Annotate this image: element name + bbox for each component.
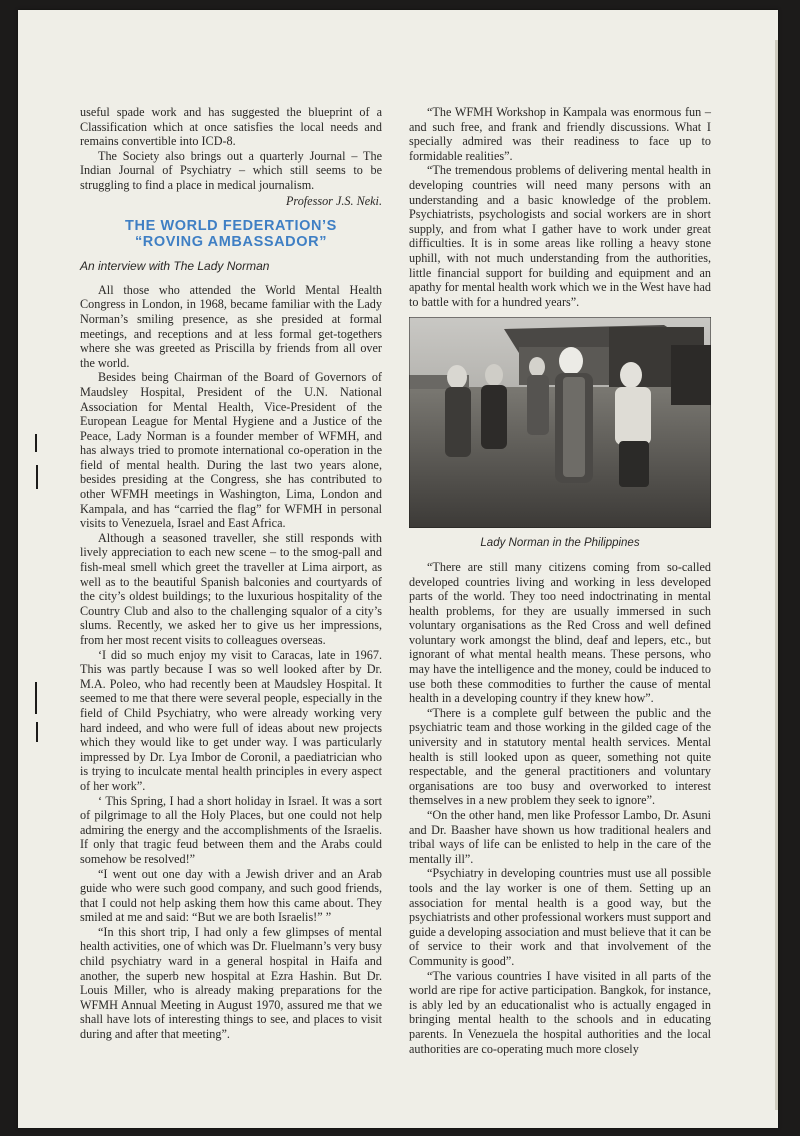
- article-title-line: “ROVING AMBASSADOR”: [134, 234, 328, 251]
- right-column: [409, 105, 711, 1056]
- left-column: [80, 105, 382, 1042]
- paragraph: “There is a complete gulf between the public and the psychiatric team and those working in the gilded cage of the university and in statutory mental health services. Mental health is still looked upon as queer, something not quite respectable, and the general practitioners and voluntary organisations are too busy and overworked to interest themselves in a new problem they seek to ignore”.: [409, 705, 711, 808]
- page-edge-shadow: [775, 40, 778, 1110]
- margin-mark: [36, 465, 38, 489]
- paragraph: “The tremendous problems of delivering mental health in developing countries will need many persons with an understanding and a basic knowledge of the problem. Psychiatrists, psychologists and social workers are in short supply, and from what I gather have to work under great difficulties. It is in some areas like rolling a heavy stone uphill, with not much understanding from the authorities, little financial support for building and equipment and an apathy for mental health work which we in the West have had to battle with for a hundred years”.: [409, 163, 711, 309]
- paragraph: The Society also brings out a quarterly Journal – The Indian Journal of Psychiatry – which still seems to be struggling to find a place in medical journalism.: [80, 148, 382, 192]
- article-title-line: THE WORLD FEDERATION’S: [125, 218, 337, 235]
- photograph: [409, 317, 711, 528]
- margin-mark: [36, 722, 38, 742]
- paragraph: Although a seasoned traveller, she still responds with lively appreciation to each new scene – to the smog-pall and fish-meal smell which greet the traveller at Lima airport, as well as to the beautiful Spanish balconies and courtyards of the city’s oldest buildings; to the luxurious hospitality of the Country Club and also to the challenging squalor of a city’s slums. Recently, we asked her to give us her impressions, from her most recent visits to colleagues overseas.: [80, 530, 382, 647]
- document-page: [18, 10, 778, 1128]
- paragraph: ‘ This Spring, I had a short holiday in Israel. It was a sort of pilgrimage to all the Holy Places, but one could not help admiring the energy and the accomplishments of the Israelis. If only that tragic feud between them and the Arabs could somehow be resolved!”: [80, 793, 382, 866]
- paragraph: “Psychiatry in developing countries must use all possible tools and the lay worker is one of them. Setting up an association for mental health is a good way, but the psychiatrists and other professional workers must support and guide a developing association and must believe that it can be of service to their work and that involvement of the Community is good”.: [409, 866, 711, 968]
- article-subtitle: An interview with The Lady Norman: [80, 259, 270, 274]
- photo-illustration: [409, 317, 711, 528]
- paragraph: useful spade work and has suggested the blueprint of a Classification which at once satisfies the local needs and remains convertible into ICD-8.: [80, 105, 382, 149]
- paragraph: “In this short trip, I had only a few glimpses of mental health activities, one of which was Dr. Fluelmann’s very busy child psychiatry ward in a general hospital in Haifa and another, the superb new hospital at Ezra Hashin. But Dr. Louis Miller, who is already making preparations for the WFMH Annual Meeting in August 1970, assured me that we shall have lots of interesting things to see, and places to visit during and after that meeting”.: [80, 924, 382, 1042]
- margin-mark: [35, 434, 37, 452]
- paragraph: Besides being Chairman of the Board of Governors of Maudsley Hospital, President of the U.N. National Association for Mental Health, Vice-President of the European League for Mental Hygiene and a Justice of the Peace, Lady Norman is a founder member of WFMH, and has always tried to promote international co-operation in the field of mental health. During the last two years alone, besides presiding at the Congress, she has contributed to other WFMH meetings in Washington, Lima, London and Kampala, and has “carried the flag” for WFMH in personal visits to Venezuela, Israel and East Africa.: [80, 370, 382, 531]
- author-signature: Professor J.S. Neki.: [285, 193, 382, 208]
- photo-caption: Lady Norman in the Philippines: [480, 537, 640, 550]
- paragraph: All those who attended the World Mental Health Congress in London, in 1968, became familiar with the Lady Norman’s smiling presence, as she presided at formal meetings, and receptions and at less formal get-togethers where she was greeted as Priscilla by friends from all over the world.: [80, 282, 382, 370]
- article-title: [80, 218, 382, 250]
- paragraph: “The WFMH Workshop in Kampala was enormous fun – and such free, and frank and friendly discussions. What I specially admired was their readiness to face up to formidable realities”.: [409, 105, 711, 163]
- paragraph: ‘I did so much enjoy my visit to Caracas, late in 1967. This was partly because I was so well looked after by Dr. M.A. Poleo, who had recently been at Maudsley Hospital. It seemed to me that there were several people, especially in the field of Child Psychiatry, who were already working very hard indeed, and who were full of ideas about new projects which they would like to get under way. I was particularly impressed by Dr. Lya Imbor de Coronil, a paediatrician who is trying to inculcate mental health principles in every aspect of her work”.: [80, 647, 382, 793]
- paragraph: “There are still many citizens coming from so-called developed countries living and working in less developed parts of the world. They too need indoctrinating in mental health problems, for they are usually immersed in such voluntary organisations as the Red Cross and well defined voluntary work amongst the blind, deaf and lepers, etc., but ignorant of what mental health means. These persons, who may have the intelligence and the money, could be induced to use both these commodities to further the cause of mental health in a developing country if they knew how”.: [409, 559, 711, 706]
- paragraph: “On the other hand, men like Professor Lambo, Dr. Asuni and Dr. Baasher have shown us how traditional healers and tribal ways of life can be enlisted to help in the care of the mentally ill”.: [409, 808, 711, 866]
- paragraph: “I went out one day with a Jewish driver and an Arab guide who were such good company, and such good friends, that I could not help asking them how this came about. They smiled at me and said: “But we are both Israelis!” ”: [80, 866, 382, 925]
- margin-mark: [35, 682, 37, 714]
- paragraph: “The various countries I have visited in all parts of the world are ripe for active participation. Bangkok, for instance, is ably led by an educationalist who is actually engaged in bringing mental health to the schools and in educating parents. In Venezuela the hospital authorities and the local authorities are co-operating much more closely: [409, 968, 711, 1056]
